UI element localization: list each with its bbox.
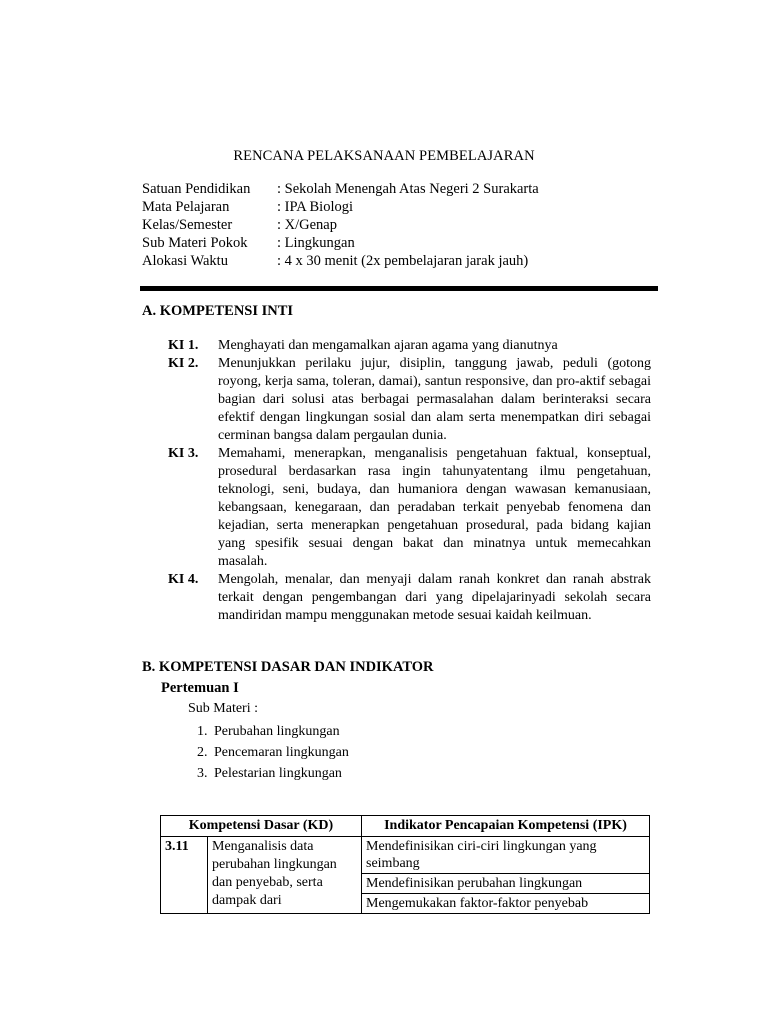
info-label: Alokasi Waktu	[142, 253, 228, 269]
ki-item	[168, 355, 651, 445]
ki-text: Menghayati dan mengamalkan ajaran agama yang dianutnya	[218, 338, 558, 353]
info-value: : X/Genap	[277, 217, 337, 233]
sub-materi-label: Sub Materi :	[188, 701, 258, 716]
info-label: Satuan Pendidikan	[142, 181, 251, 197]
table-header-row	[161, 816, 650, 837]
ipk-indicator: Mendefinisikan perubahan lingkungan	[362, 874, 649, 894]
info-value: : 4 x 30 menit (2x pembelajaran jarak jauh)	[277, 253, 529, 269]
ki-item	[168, 337, 651, 355]
ki-text: Memahami, menerapkan, menganalisis pengetahuan faktual, konseptual, prosedural berdasarkan rasa ingin tahunyatentang ilmu pengetahuan, teknologi, seni, budaya, dan humaniora dengan wawasan kemanusiaan, kebangsaan, kenegaraan, dan peradaban terkait penyebab fenomena dan kejadian, serta menerapkan pengetahuan prosedural, pada bidang kajian yang spesifik sesuai dengan bakat dan minatnya untuk memecahkan masalah.	[218, 446, 651, 569]
ki-code: KI 2.	[168, 356, 199, 371]
kd-description: Menganalisis data perubahan lingkungan dan penyebab, serta dampak dari	[208, 837, 362, 914]
table-header-kd: Kompetensi Dasar (KD)	[161, 816, 362, 837]
list-item	[197, 742, 349, 763]
info-row-alokasi	[142, 252, 539, 270]
section-b-heading: B. KOMPETENSI DASAR DAN INDIKATOR	[142, 659, 434, 675]
info-value: : Lingkungan	[277, 235, 355, 251]
list-item	[197, 763, 349, 784]
info-row-submateri	[142, 234, 539, 252]
list-text: Pelestarian lingkungan	[214, 766, 342, 781]
info-label: Kelas/Semester	[142, 217, 233, 233]
ki-item	[168, 571, 651, 625]
list-number: 2.	[197, 745, 208, 760]
ipk-indicator: Mendefinisikan ciri-ciri lingkungan yang seimbang	[362, 837, 649, 874]
list-text: Perubahan lingkungan	[214, 724, 340, 739]
kd-ipk-table	[160, 815, 650, 914]
kd-number: 3.11	[161, 837, 208, 914]
info-row-mapel	[142, 198, 539, 216]
table-row	[161, 837, 650, 914]
ki-item	[168, 445, 651, 571]
info-label: Sub Materi Pokok	[142, 235, 248, 251]
list-text: Pencemaran lingkungan	[214, 745, 349, 760]
pertemuan-heading: Pertemuan I	[161, 680, 239, 696]
ki-code: KI 1.	[168, 338, 199, 353]
ki-code: KI 4.	[168, 572, 199, 587]
info-row-satuan	[142, 180, 539, 198]
ipk-cell	[362, 837, 650, 914]
info-value: : IPA Biologi	[277, 199, 354, 215]
info-row-kelas	[142, 216, 539, 234]
ki-code: KI 3.	[168, 446, 199, 461]
sub-materi-list	[197, 721, 349, 784]
ipk-indicator: Mengemukakan faktor-faktor penyebab	[366, 896, 589, 911]
list-number: 1.	[197, 724, 208, 739]
kompetensi-inti-list	[168, 337, 651, 625]
section-a-heading: A. KOMPETENSI INTI	[142, 303, 294, 319]
list-number: 3.	[197, 766, 208, 781]
horizontal-divider	[140, 286, 658, 291]
ki-text: Mengolah, menalar, dan menyaji dalam ranah konkret dan ranah abstrak terkait dengan pengembangan dari yang dipelajarinyadi sekolah secara mandiridan mampu menggunakan metode sesuai kaidah keilmuan.	[218, 572, 651, 623]
ki-text: Menunjukkan perilaku jujur, disiplin, tanggung jawab, peduli (gotong royong, kerja sama, toleran, damai), santun responsive, dan pro-aktif sebagai bagian dari solusi atas berbagai permasalahan dalam berinteraksi secara efektif dengan lingkungan sosial dan alam serta menempatkan diri sebagai cerminan bangsa dalam pergaulan dunia.	[218, 356, 651, 443]
info-label: Mata Pelajaran	[142, 199, 230, 215]
table-header-ipk: Indikator Pencapaian Kompetensi (IPK)	[362, 816, 650, 837]
list-item	[197, 721, 349, 742]
identity-block	[142, 180, 539, 270]
info-value: : Sekolah Menengah Atas Negeri 2 Surakarta	[277, 181, 539, 197]
document-title: RENCANA PELAKSANAAN PEMBELAJARAN	[233, 148, 535, 164]
